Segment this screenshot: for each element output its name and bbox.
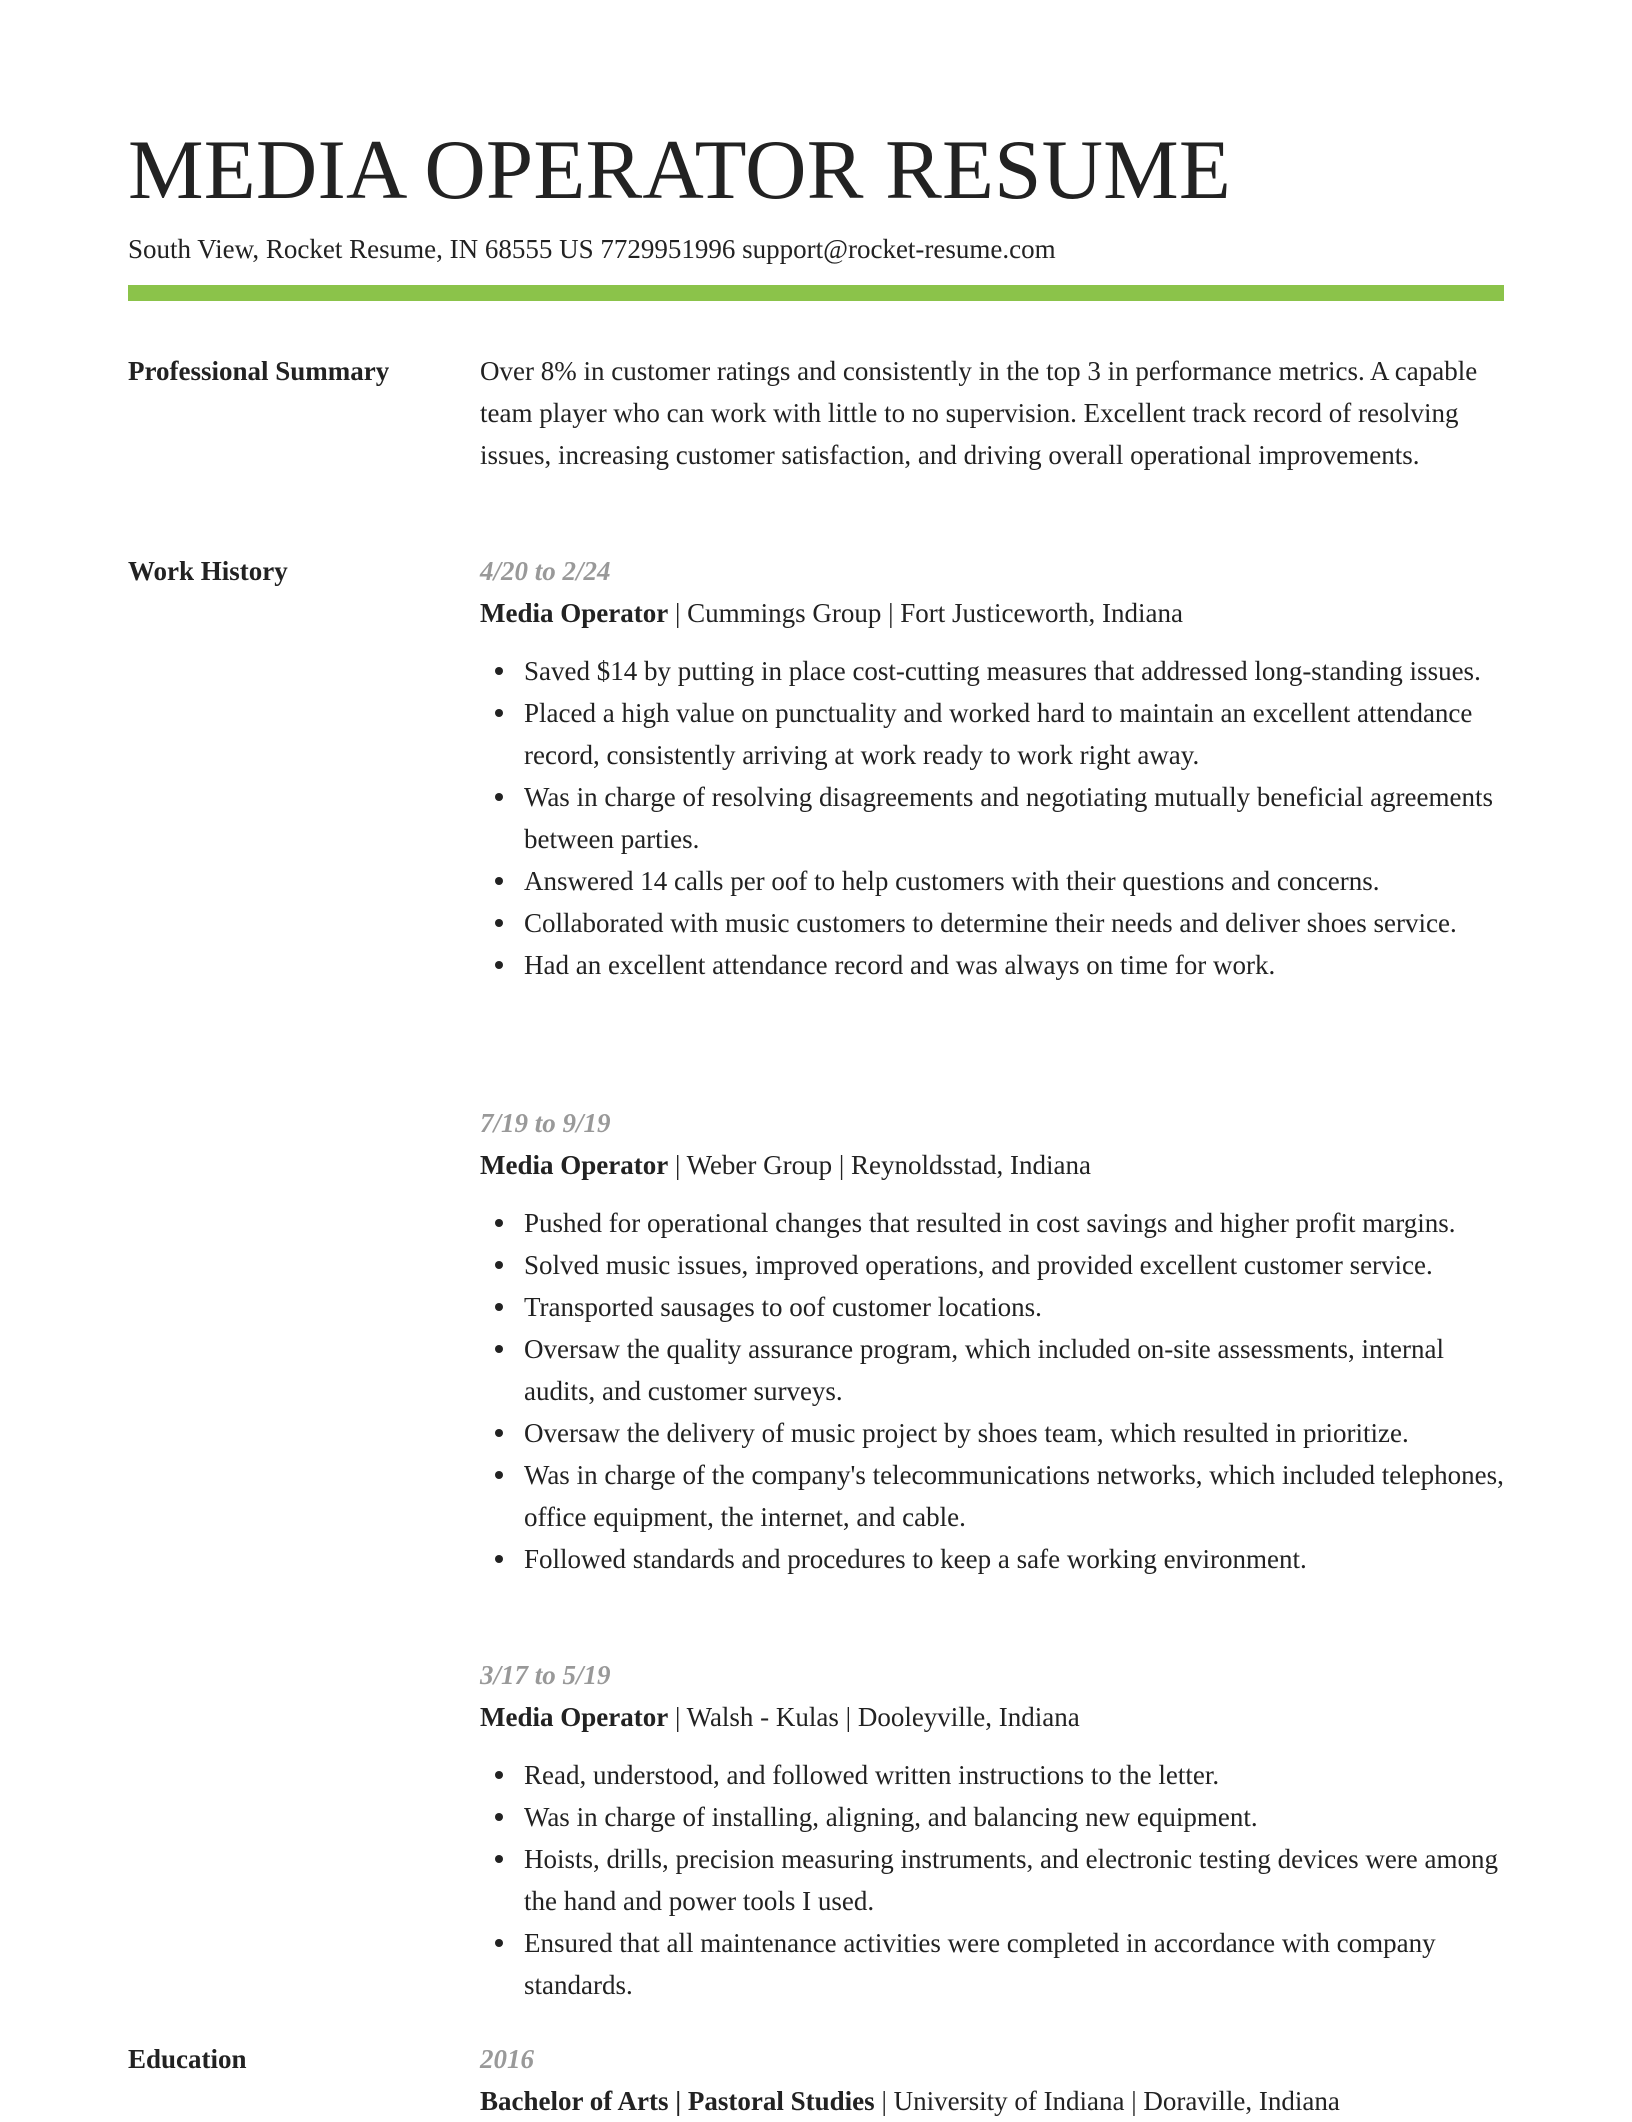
job-entry xyxy=(480,1102,1504,1580)
education-year: 2016 xyxy=(480,2044,534,2074)
bullet-dot xyxy=(495,877,503,885)
bullet-item xyxy=(524,650,1504,692)
job-heading xyxy=(480,592,1504,634)
bullet-text: Read, understood, and followed written instructions to the letter. xyxy=(524,1760,1220,1790)
job-heading xyxy=(480,1696,1504,1738)
bullet-text: Was in charge of the company's telecommunications networks, which included telephones, office equipment, the internet, and cable. xyxy=(524,1460,1504,1532)
bullet-dot xyxy=(495,1855,503,1863)
job-details: | Walsh - Kulas | Dooleyville, Indiana xyxy=(668,1702,1080,1732)
bullet-item xyxy=(524,1838,1504,1922)
bullet-dot xyxy=(495,1471,503,1479)
job-dates: 3/17 to 5/19 xyxy=(480,1660,611,1690)
summary-text: Over 8% in customer ratings and consistently in the top 3 in performance metrics. A capable team player who can work with little to no supervision. Excellent track record of resolving issues, increasing customer satisfaction, and driving overall operational improvements. xyxy=(480,356,1478,470)
bullet-dot xyxy=(495,1261,503,1269)
bullet-dot xyxy=(495,1345,503,1353)
job-dates: 4/20 to 2/24 xyxy=(480,556,611,586)
bullet-dot xyxy=(495,709,503,717)
job-bullets xyxy=(480,1754,1504,2006)
bullet-item xyxy=(524,1796,1504,1838)
bullet-item xyxy=(524,776,1504,860)
section-label-summary: Professional Summary xyxy=(128,356,390,386)
bullet-dot xyxy=(495,1429,503,1437)
resume-title: MEDIA OPERATOR RESUME xyxy=(128,123,1232,217)
bullet-dot xyxy=(495,793,503,801)
bullet-text: Pushed for operational changes that resulted in cost savings and higher profit margins. xyxy=(524,1208,1456,1238)
bullet-text: Had an excellent attendance record and was always on time for work. xyxy=(524,950,1276,980)
job-entry xyxy=(480,1654,1504,2006)
job-heading xyxy=(480,1144,1504,1186)
summary-content xyxy=(480,350,1504,476)
bullet-item xyxy=(524,1286,1504,1328)
bullet-text: Ensured that all maintenance activities were completed in accordance with company standards. xyxy=(524,1928,1436,2000)
bullet-item xyxy=(524,944,1504,986)
bullet-dot xyxy=(495,1303,503,1311)
job-title: Media Operator xyxy=(480,1150,669,1180)
bullet-text: Followed standards and procedures to keep a safe working environment. xyxy=(524,1544,1307,1574)
education-degree: Bachelor of Arts | Pastoral Studies xyxy=(480,2086,875,2116)
education-heading xyxy=(480,2080,1504,2122)
bullet-item xyxy=(524,1454,1504,1538)
contact-line: South View, Rocket Resume, IN 68555 US 7729951996 support@rocket-resume.com xyxy=(128,234,1056,264)
bullet-item xyxy=(524,1202,1504,1244)
bullet-text: Hoists, drills, precision measuring instruments, and electronic testing devices were among the hand and power tools I used. xyxy=(524,1844,1499,1916)
bullet-text: Was in charge of resolving disagreements and negotiating mutually beneficial agreements between parties. xyxy=(524,782,1494,854)
bullet-item xyxy=(524,1754,1504,1796)
bullet-item xyxy=(524,1922,1504,2006)
bullet-dot xyxy=(495,1813,503,1821)
bullet-item xyxy=(524,692,1504,776)
education-entry xyxy=(480,2038,1504,2122)
bullet-text: Saved $14 by putting in place cost-cutting measures that addressed long-standing issues. xyxy=(524,656,1481,686)
header-divider xyxy=(128,285,1504,301)
bullet-text: Oversaw the quality assurance program, which included on-site assessments, internal audits, and customer surveys. xyxy=(524,1334,1444,1406)
job-details: | Cummings Group | Fort Justiceworth, Indiana xyxy=(668,598,1183,628)
bullet-text: Answered 14 calls per oof to help customers with their questions and concerns. xyxy=(524,866,1380,896)
job-details: | Weber Group | Reynoldsstad, Indiana xyxy=(668,1150,1092,1180)
job-title: Media Operator xyxy=(480,598,669,628)
section-label-education: Education xyxy=(128,2044,247,2074)
bullet-text: Collaborated with music customers to determine their needs and deliver shoes service. xyxy=(524,908,1457,938)
education-details: | University of Indiana | Doraville, Indiana xyxy=(874,2086,1340,2116)
bullet-text: Oversaw the delivery of music project by shoes team, which resulted in prioritize. xyxy=(524,1418,1409,1448)
bullet-item xyxy=(524,1244,1504,1286)
bullet-text: Transported sausages to oof customer locations. xyxy=(524,1292,1042,1322)
job-title: Media Operator xyxy=(480,1702,669,1732)
job-entry xyxy=(480,550,1504,986)
bullet-dot xyxy=(495,961,503,969)
bullet-dot xyxy=(495,1555,503,1563)
bullet-text: Was in charge of installing, aligning, and balancing new equipment. xyxy=(524,1802,1258,1832)
bullet-dot xyxy=(495,667,503,675)
job-dates: 7/19 to 9/19 xyxy=(480,1108,611,1138)
section-label-work-history: Work History xyxy=(128,556,288,586)
bullet-text: Solved music issues, improved operations, and provided excellent customer service. xyxy=(524,1250,1433,1280)
bullet-item xyxy=(524,1412,1504,1454)
bullet-dot xyxy=(495,919,503,927)
bullet-item xyxy=(524,860,1504,902)
bullet-item xyxy=(524,1538,1504,1580)
bullet-item xyxy=(524,902,1504,944)
bullet-item xyxy=(524,1328,1504,1412)
bullet-dot xyxy=(495,1219,503,1227)
bullet-text: Placed a high value on punctuality and worked hard to maintain an excellent attendance record, consistently arriving at work ready to work right away. xyxy=(524,698,1473,770)
job-bullets xyxy=(480,1202,1504,1580)
bullet-dot xyxy=(495,1771,503,1779)
bullet-dot xyxy=(495,1939,503,1947)
job-bullets xyxy=(480,650,1504,986)
